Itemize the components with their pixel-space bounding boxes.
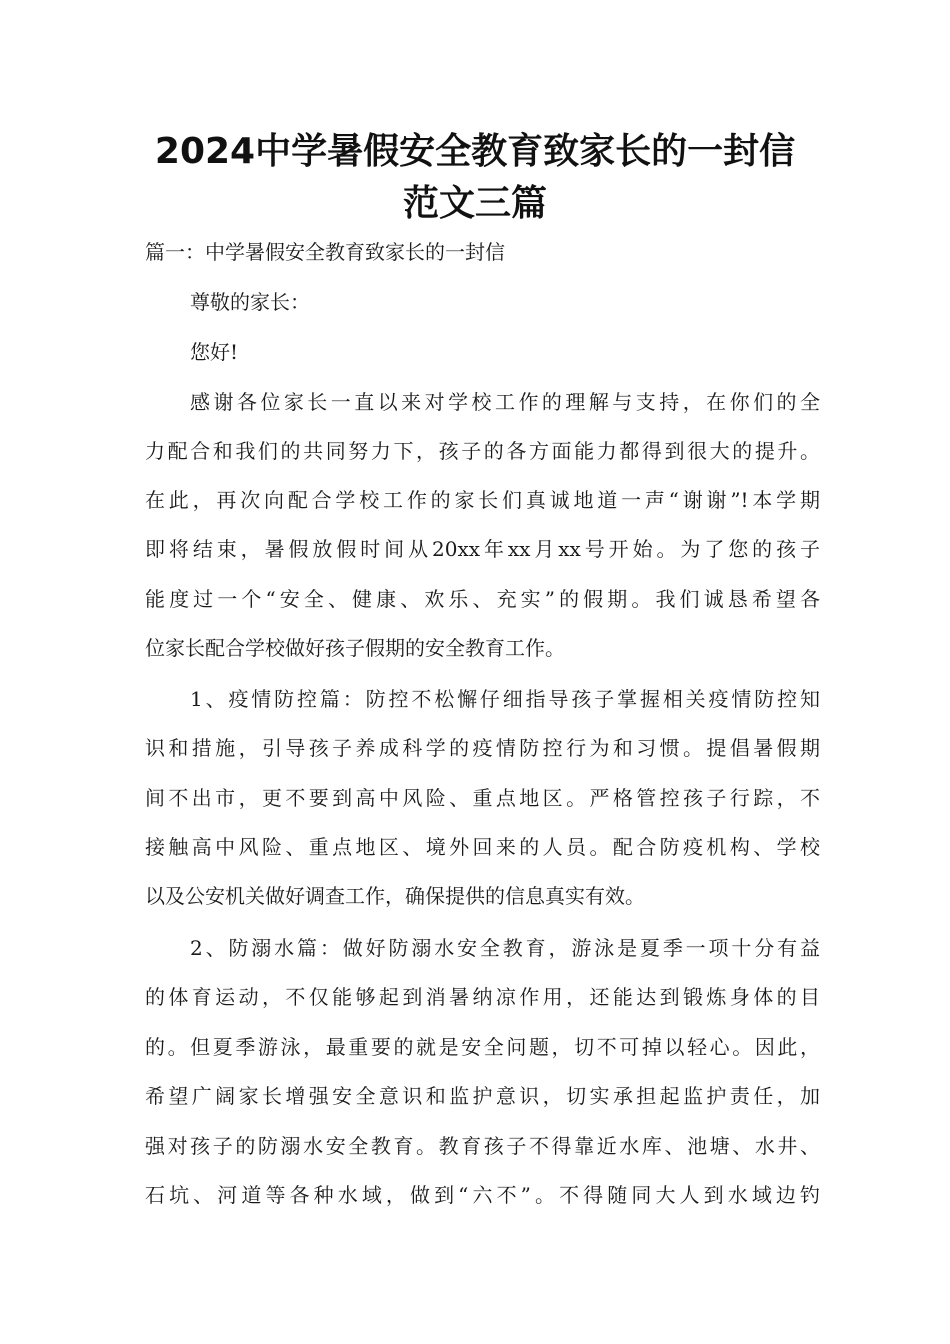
paragraph-line: 力配合和我们的共同努力下，孩子的各方面能力都得到很大的提升。 bbox=[145, 439, 820, 463]
document-title-line-2: 范文三篇 bbox=[402, 183, 547, 224]
paragraph-line: 位家长配合学校做好孩子假期的安全教育工作。 bbox=[145, 636, 565, 660]
paragraph-line: 2、防溺水篇：做好防溺水安全教育，游泳是夏季一项十分有益 bbox=[190, 936, 820, 960]
paragraph-line: 的。但夏季游泳，最重要的就是安全问题，切不可掉以轻心。因此， bbox=[145, 1035, 820, 1059]
paragraph-line: 即将结束，暑假放假时间从20xx年xx月xx号开始。为了您的孩子 bbox=[145, 537, 820, 561]
paragraph-line: 以及公安机关做好调查工作，确保提供的信息真实有效。 bbox=[145, 884, 645, 908]
paragraph-line: 接触高中风险、重点地区、境外回来的人员。配合防疫机构、学校 bbox=[145, 835, 820, 859]
section-heading: 篇一：中学暑假安全教育致家长的一封信 bbox=[145, 240, 505, 264]
paragraph-line: 能度过一个“安全、健康、欢乐、充实”的假期。我们诚恳希望各 bbox=[145, 587, 820, 611]
paragraph-line: 在此，再次向配合学校工作的家长们真诚地道一声“谢谢”!本学期 bbox=[145, 488, 820, 512]
paragraph-line: 希望广阔家长增强安全意识和监护意识，切实承担起监护责任，加 bbox=[145, 1084, 820, 1108]
paragraph-line: 1、疫情防控篇：防控不松懈仔细指导孩子掌握相关疫情防控知 bbox=[190, 687, 820, 711]
paragraph-line: 石坑、河道等各种水域，做到“六不”。不得随同大人到水域边钓 bbox=[145, 1183, 820, 1207]
paragraph-line: 间不出市，更不要到高中风险、重点地区。严格管控孩子行踪，不 bbox=[145, 786, 820, 810]
paragraph-line: 强对孩子的防溺水安全教育。教育孩子不得靠近水库、池塘、水井、 bbox=[145, 1134, 820, 1158]
salutation: 尊敬的家长： bbox=[190, 290, 310, 314]
greeting: 您好! bbox=[190, 340, 239, 364]
paragraph-line: 感谢各位家长一直以来对学校工作的理解与支持，在你们的全 bbox=[190, 390, 820, 414]
paragraph-line: 识和措施，引导孩子养成科学的疫情防控行为和习惯。提倡暑假期 bbox=[145, 736, 820, 760]
paragraph-line: 的体育运动，不仅能够起到消暑纳凉作用，还能达到锻炼身体的目 bbox=[145, 985, 820, 1009]
document-title-line-1: 2024中学暑假安全教育致家长的一封信 bbox=[154, 131, 796, 172]
